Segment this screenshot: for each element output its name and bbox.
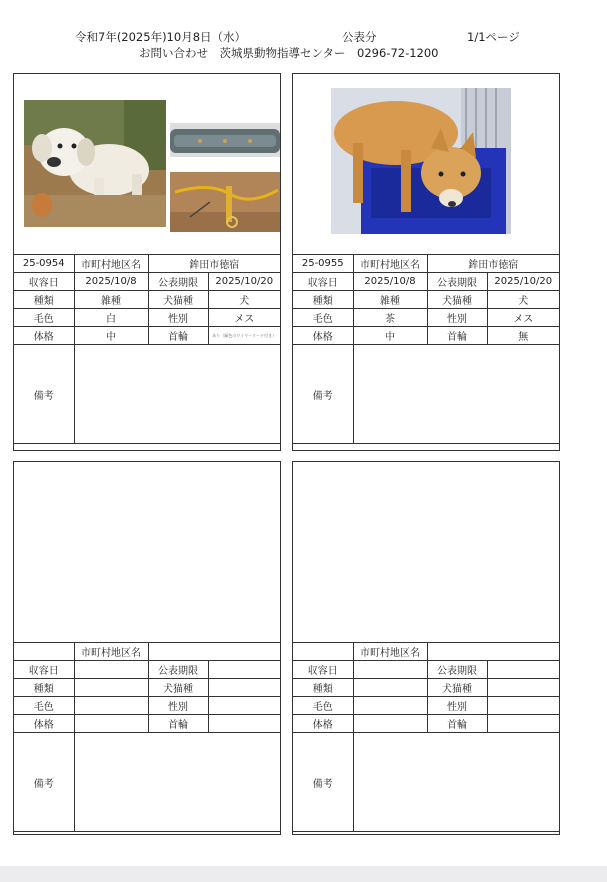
- remarks-label: 備考: [293, 345, 353, 444]
- remarks-value: [74, 733, 280, 832]
- sex-value: [208, 697, 280, 715]
- species-value: 犬: [208, 291, 280, 309]
- color-label: 毛色: [293, 697, 353, 715]
- color-value: [353, 697, 427, 715]
- intake-date-label: 収容日: [293, 273, 353, 291]
- sex-value: メス: [208, 309, 280, 327]
- deadline-label: 公表期限: [427, 273, 487, 291]
- collar-label: 首輪: [148, 715, 208, 733]
- photo-area: [14, 74, 280, 254]
- photo-area: [293, 74, 559, 254]
- size-label: 体格: [293, 715, 353, 733]
- size-label: 体格: [14, 327, 74, 345]
- intake-date-value: 2025/10/8: [353, 273, 427, 291]
- header-date: 令和7年(2025年)10月8日（水）: [75, 30, 247, 44]
- area-label: 市町村地区名: [74, 255, 148, 273]
- header-page-number: 1/1ページ: [467, 30, 520, 44]
- animal-card-3: [13, 461, 281, 835]
- type-label: 種類: [14, 291, 74, 309]
- sex-label: 性別: [148, 697, 208, 715]
- header-contact: お問い合わせ 茨城県動物指導センター 0296-72-1200: [139, 46, 439, 60]
- area-value: 鉾田市徳宿: [148, 255, 280, 273]
- color-label: 毛色: [14, 309, 74, 327]
- type-value: [353, 679, 427, 697]
- deadline-label: 公表期限: [427, 661, 487, 679]
- collar-value: あり（緑色のワイヤーリード付き）: [208, 327, 280, 345]
- deadline-value: 2025/10/20: [487, 273, 559, 291]
- remarks-label: 備考: [14, 733, 74, 832]
- size-label: 体格: [293, 327, 353, 345]
- intake-date-value: 2025/10/8: [74, 273, 148, 291]
- remarks-value: [353, 345, 559, 444]
- color-value: 白: [74, 309, 148, 327]
- sex-value: メス: [487, 309, 559, 327]
- remarks-value: [353, 733, 559, 832]
- deadline-value: [487, 661, 559, 679]
- photo-area: [293, 462, 559, 642]
- size-value: 中: [74, 327, 148, 345]
- type-label: 種類: [293, 679, 353, 697]
- size-label: 体格: [14, 715, 74, 733]
- area-value: [427, 643, 559, 661]
- dog-photo: [331, 88, 511, 234]
- species-value: 犬: [487, 291, 559, 309]
- animal-id: [293, 643, 353, 661]
- deadline-value: [208, 661, 280, 679]
- collar-value: [487, 715, 559, 733]
- intake-date-label: 収容日: [14, 661, 74, 679]
- remarks-value: [74, 345, 280, 444]
- type-value: 雑種: [353, 291, 427, 309]
- area-label: 市町村地区名: [353, 255, 427, 273]
- color-value: [74, 697, 148, 715]
- remarks-label: 備考: [293, 733, 353, 832]
- collar-value: [208, 715, 280, 733]
- species-label: 犬猫種: [427, 291, 487, 309]
- deadline-label: 公表期限: [148, 661, 208, 679]
- collar-value: 無: [487, 327, 559, 345]
- animal-id: 25-0955: [293, 255, 353, 273]
- deadline-label: 公表期限: [148, 273, 208, 291]
- area-label: 市町村地区名: [74, 643, 148, 661]
- intake-date-value: [74, 661, 148, 679]
- animal-card-4: [292, 461, 560, 835]
- animal-id: 25-0954: [14, 255, 74, 273]
- collar-label: 首輪: [427, 327, 487, 345]
- type-label: 種類: [293, 291, 353, 309]
- area-label: 市町村地区名: [353, 643, 427, 661]
- info-table: [293, 642, 559, 832]
- area-value: 鉾田市徳宿: [427, 255, 559, 273]
- sex-label: 性別: [427, 309, 487, 327]
- size-value: [74, 715, 148, 733]
- info-table: [293, 254, 559, 444]
- photo-area: [14, 462, 280, 642]
- sex-label: 性別: [148, 309, 208, 327]
- animal-id: [14, 643, 74, 661]
- color-label: 毛色: [293, 309, 353, 327]
- info-table: [14, 642, 280, 832]
- remarks-label: 備考: [14, 345, 74, 444]
- size-value: 中: [353, 327, 427, 345]
- lead-photo: [170, 172, 280, 232]
- sex-value: [487, 697, 559, 715]
- intake-date-value: [353, 661, 427, 679]
- info-table: [14, 254, 280, 444]
- species-value: [208, 679, 280, 697]
- type-label: 種類: [14, 679, 74, 697]
- type-value: [74, 679, 148, 697]
- collar-label: 首輪: [427, 715, 487, 733]
- color-label: 毛色: [14, 697, 74, 715]
- intake-date-label: 収容日: [293, 661, 353, 679]
- header-category: 公表分: [342, 30, 377, 44]
- species-label: 犬猫種: [148, 291, 208, 309]
- collar-photo: [170, 123, 280, 157]
- color-value: 茶: [353, 309, 427, 327]
- animal-card-2: [292, 73, 560, 451]
- species-value: [487, 679, 559, 697]
- collar-label: 首輪: [148, 327, 208, 345]
- species-label: 犬猫種: [148, 679, 208, 697]
- size-value: [353, 715, 427, 733]
- type-value: 雑種: [74, 291, 148, 309]
- intake-date-label: 収容日: [14, 273, 74, 291]
- species-label: 犬猫種: [427, 679, 487, 697]
- sex-label: 性別: [427, 697, 487, 715]
- deadline-value: 2025/10/20: [208, 273, 280, 291]
- area-value: [148, 643, 280, 661]
- animal-card-1: [13, 73, 281, 451]
- dog-photo: [24, 100, 166, 227]
